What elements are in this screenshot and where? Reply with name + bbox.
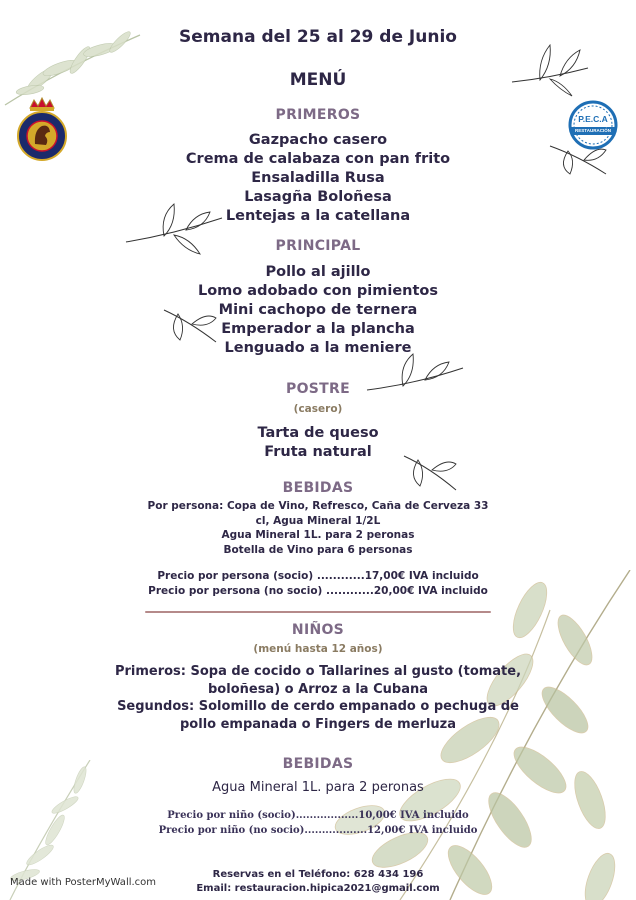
section-divider [145, 611, 491, 613]
price-line: Precio por niño (socio)..................10,00€ IVA incluido [167, 810, 469, 821]
dish-item: Gazpacho casero [248, 132, 388, 148]
bebidas-line: Agua Mineral 1L. para 2 peronas [221, 529, 415, 541]
ninos-line: Segundos: Solomillo de cerdo empanado o pechuga de [117, 699, 519, 714]
bebidas-ninos-line: Agua Mineral 1L. para 2 peronas [212, 780, 424, 795]
ninos-subtitle: (menú hasta 12 años) [253, 643, 383, 655]
ninos-line: Primeros: Sopa de cocido o Tallarines al gusto (tomate, [114, 664, 522, 679]
dish-item: Crema de calabaza con pan frito [185, 151, 451, 167]
bebidas-ninos-title: BEBIDAS [282, 756, 354, 772]
dish-item: Fruta natural [264, 444, 372, 460]
phone-line: Reservas en el Teléfono: 628 434 196 [212, 869, 424, 880]
dish-item: Tarta de queso [257, 425, 379, 441]
email-line: Email: restauracion.hipica2021@gmail.com [196, 883, 440, 894]
primeros-title: PRIMEROS [275, 107, 361, 123]
menu-title: MENÚ [289, 70, 347, 90]
price-line: Precio por persona (socio) ............17,00€ IVA incluido [157, 570, 479, 582]
dish-item: Pollo al ajillo [265, 264, 371, 280]
principal-list [0, 263, 636, 358]
dish-item: Lentejas a la catellana [225, 208, 411, 224]
ninos-lines [0, 663, 636, 733]
bebidas-line: cl, Agua Mineral 1/2L [255, 514, 381, 527]
dish-item: Lasagña Boloñesa [244, 189, 392, 205]
dish-item: Mini cachopo de ternera [218, 302, 418, 318]
ninos-title: NIÑOS [291, 622, 345, 638]
bebidas-lines [0, 499, 636, 557]
postre-subtitle: (casero) [293, 403, 343, 415]
peca-logo-text: P.E.C.A [578, 114, 608, 124]
postre-list [0, 424, 636, 462]
peca-logo-subtext: RESTAURACIÓN [575, 128, 611, 133]
primeros-list [0, 131, 636, 226]
bebidas-title: BEBIDAS [282, 480, 354, 496]
postre-title: POSTRE [286, 381, 350, 397]
dish-item: Lenguado a la meniere [224, 340, 412, 356]
dish-item: Lomo adobado con pimientos [197, 283, 439, 299]
price-line: Precio por niño (no socio)..................12,00€ IVA incluido [158, 825, 478, 836]
bebidas-line: Botella de Vino para 6 personas [223, 543, 413, 556]
ninos-price-list [0, 808, 636, 838]
principal-title: PRINCIPAL [275, 238, 361, 254]
bebidas-line: Por persona: Copa de Vino, Refresco, Caña de Cerveza 33 [147, 500, 489, 512]
watermark: Made with PosterMyWall.com [10, 877, 157, 888]
dish-item: Ensaladilla Rusa [251, 170, 385, 186]
ninos-line: boloñesa) o Arroz a la Cubana [208, 681, 428, 697]
price-line: Precio por persona (no socio) ............20,00€ IVA incluido [148, 584, 488, 597]
price-list [0, 569, 636, 598]
ninos-line: pollo empanada o Fingers de merluza [180, 716, 456, 732]
dish-item: Emperador a la plancha [221, 321, 415, 337]
eucalyptus-foliage-icon [300, 570, 636, 900]
week-title: Semana del 25 al 29 de Junio [179, 27, 457, 47]
